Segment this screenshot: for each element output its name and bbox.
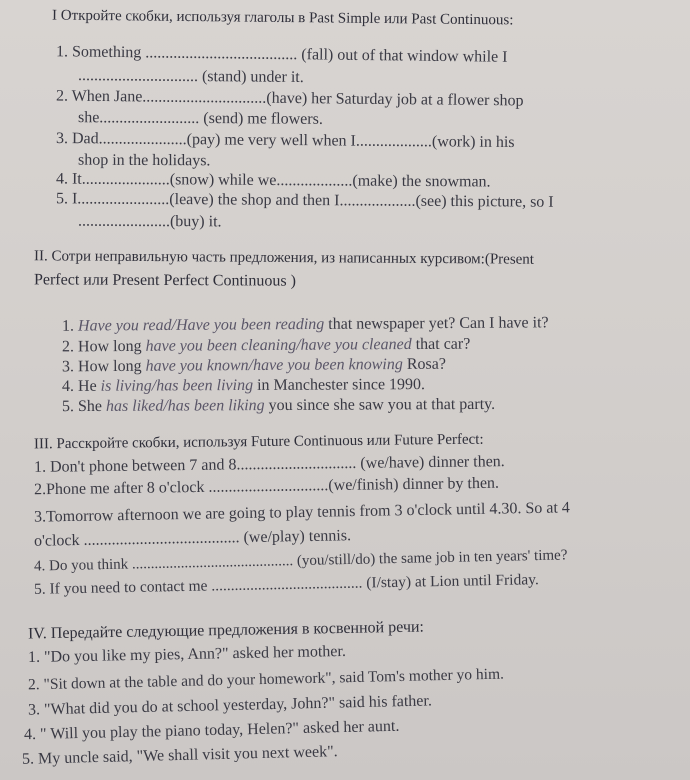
s2-item-2: 2. How long have you been cleaning/have you cleaned that car?: [61, 335, 471, 356]
s2-item-1: 1. Have you read/Have you been reading that newspaper yet? Can I have it?: [61, 314, 549, 335]
s4-line-3: 3. "What did you do at school yesterday, John?" said his father.: [27, 692, 433, 719]
s2-item-3-options: have you known/have you been knowing: [145, 355, 403, 375]
s2-item-2-options: have you been cleaning/have you cleaned: [145, 335, 412, 355]
s3-line-1: 1. Don't phone between 7 and 8.............................. (we/have) dinner then.: [33, 453, 505, 476]
s1-line-4: she......................... (send) me flowers.: [77, 109, 323, 128]
section-3-title: III. Расскройте скобки, используя Future Continuous или Future Perfect:: [33, 431, 484, 453]
s3-line-6: 5. If you need to contact me ....................................... (I/stay) at Lion until Friday.: [33, 571, 539, 598]
section-2-title-line-2: Perfect или Present Perfect Continuous ): [33, 271, 296, 290]
s3-line-3: 3.Tomorrow afternoon we are going to play tennis from 3 o'clock until 4.30. So at 4: [33, 499, 570, 526]
s1-line-8: 5. I.......................(leave) the shop and then I...................(see) this picture, so I: [55, 190, 554, 211]
s2-item-5: 5. She has liked/has been liking you since she saw you at that party.: [61, 395, 496, 416]
s3-line-4: o'clock ....................................... (we/play) tennis.: [33, 527, 352, 550]
s2-item-4: 4. He is living/has been living in Manchester since 1990.: [61, 376, 426, 395]
s1-line-5: 3. Dad......................(pay) me very well when I...................(work) in his: [55, 129, 515, 152]
section-2-title-line-1: II. Сотри неправильную часть предложения, из написанных курсивом:(Present: [33, 248, 535, 268]
s4-line-5: 5. My uncle said, "We shall visit you next week".: [21, 743, 338, 768]
s4-line-1: 1. "Do you like my pies, Ann?" asked her mother.: [27, 642, 347, 667]
s4-line-4: 4. " Will you play the piano today, Helen?" asked her aunt.: [23, 717, 400, 744]
s4-line-2: 2. "Sit down at the table and do your homework", said Tom's mother yo him.: [27, 665, 505, 694]
s1-line-9: .......................(buy) it.: [77, 212, 222, 231]
s2-item-5-options: has liked/has been liking: [105, 397, 265, 415]
s2-item-1-options: Have you read/Have you been reading: [77, 315, 325, 335]
s1-line-3: 2. When Jane...............................(have) her Saturday job at a flower shop: [55, 87, 524, 110]
s1-line-2: .............................. (stand) under it.: [77, 67, 304, 86]
s3-line-2: 2.Phone me after 8 o'clock ..............................(we/finish) dinner by then.: [33, 474, 500, 499]
s1-line-7: 4. It......................(snow) while we...................(make) the snowman.: [55, 170, 491, 191]
s2-item-3: 3. How long have you known/have you been knowing Rosa?: [61, 355, 446, 376]
s2-item-4-options: is living/has been living: [100, 376, 254, 395]
section-1-title: I Откройте скобки, используя глаголы в Past Simple или Past Continuous:: [51, 7, 514, 29]
section-4-title: IV. Передайте следующие предложения в косвенной речи:: [27, 618, 425, 643]
s3-line-5: 4. Do you think ........................................... (you/still/do) the same job in ten years' time?: [33, 547, 568, 575]
s1-line-1: 1. Something ...................................... (fall) out of that window while I: [55, 43, 508, 66]
s1-line-6: shop in the holidays.: [77, 151, 211, 170]
